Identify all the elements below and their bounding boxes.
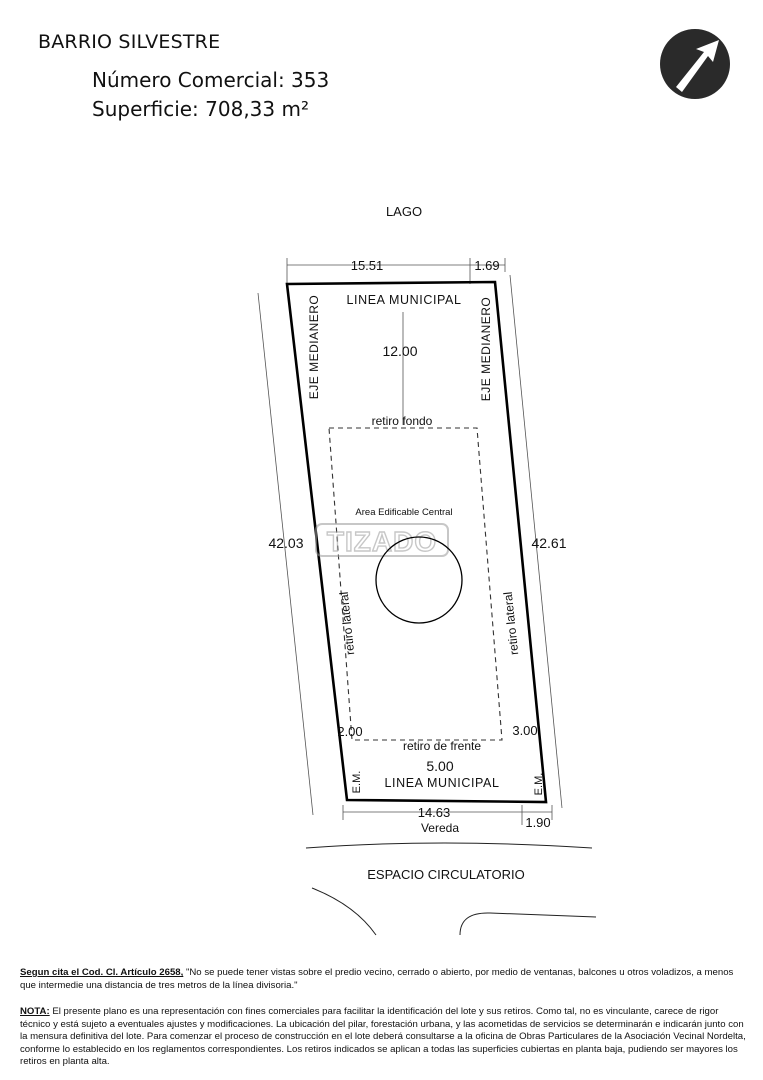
eje-medianero-left: EJE MEDIANERO [307,294,321,400]
dim-top-b: 1.69 [474,258,500,273]
espacio-circulatorio-label: ESPACIO CIRCULATORIO [367,867,525,882]
eje-medianero-right: EJE MEDIANERO [479,296,493,402]
dim-bottom-b: 1.90 [525,815,551,830]
dim-lateral-right: 3.00 [512,723,538,738]
retiro-lateral-left: retiro lateral [336,591,358,656]
dim-lateral-left: 2.00 [337,724,363,739]
dim-right: 42.61 [531,535,567,551]
area-edificable-label: Area Edificable Central [355,507,453,518]
lago-label: LAGO [385,204,423,219]
nota-note [20,1006,748,1069]
dim-bottom-a: 14.63 [417,805,451,820]
nota-label: NOTA: [20,1006,50,1017]
buildable-area [326,428,502,740]
dim-retiro-fondo: 12.00 [382,343,418,359]
dim-top-a: 15.51 [350,258,384,273]
vereda-label: Vereda [420,821,460,835]
retiro-frente-label: retiro de frente [402,739,482,753]
cita-text: "No se puede tener vistas sobre el predio vecino, cerrado o abierto, por medio de ventanas, balcones u otros voladizos, a menos que intermedie una distancia de tres metros de la línea divisoria." [20,967,734,991]
dim-left: 42.03 [268,535,304,551]
cita-note [20,967,748,992]
north-arrow-icon [660,29,730,99]
linea-municipal-top: LINEA MUNICIPAL [346,293,462,307]
retiro-lateral-right: retiro lateral [500,591,522,656]
barrio-title: BARRIO SILVESTRE [38,31,221,53]
linea-municipal-bottom: LINEA MUNICIPAL [384,776,500,790]
cita-label: Segun cita el Cod. Cl. Artículo 2658, [20,967,184,978]
svg-text:TIZADO: TIZADO [326,526,438,557]
dim-frente: 5.00 [426,758,454,774]
walkway-curve [306,843,592,848]
street-curve-right [460,913,596,935]
numero-comercial: Número Comercial: 353 [92,68,330,92]
em-right: E.M. [533,772,545,796]
em-left: E.M. [351,770,363,794]
tizado-watermark [316,524,448,557]
retiro-fondo-label: retiro fondo [371,414,433,428]
street-curve-left [312,888,376,935]
nota-text: El presente plano es una representación con fines comerciales para facilitar la identificación del lote y sus retiros. Como tal, no es vinculante, carece de rigor técnico y está sujeto a eventuales ajustes y modificaciones. La ubicación del pilar, forestación urbana, y las acometidas de servicios se determinarán e indicarán junto con la mensura definitiva del lote. Para comenzar el proceso de construcción en el lote deberá consultarse a la oficina de Obras Particulares de la Asociación Vecinal Nordelta, conforme lo establecido en los reglamentos correspondientes. Los retiros indicados se aplican a todas las superficies cubiertas en planta baja, pudiendo ser mayores los retiros en planta alta. [20,1006,746,1067]
superficie: Superficie: 708,33 m² [92,97,309,121]
